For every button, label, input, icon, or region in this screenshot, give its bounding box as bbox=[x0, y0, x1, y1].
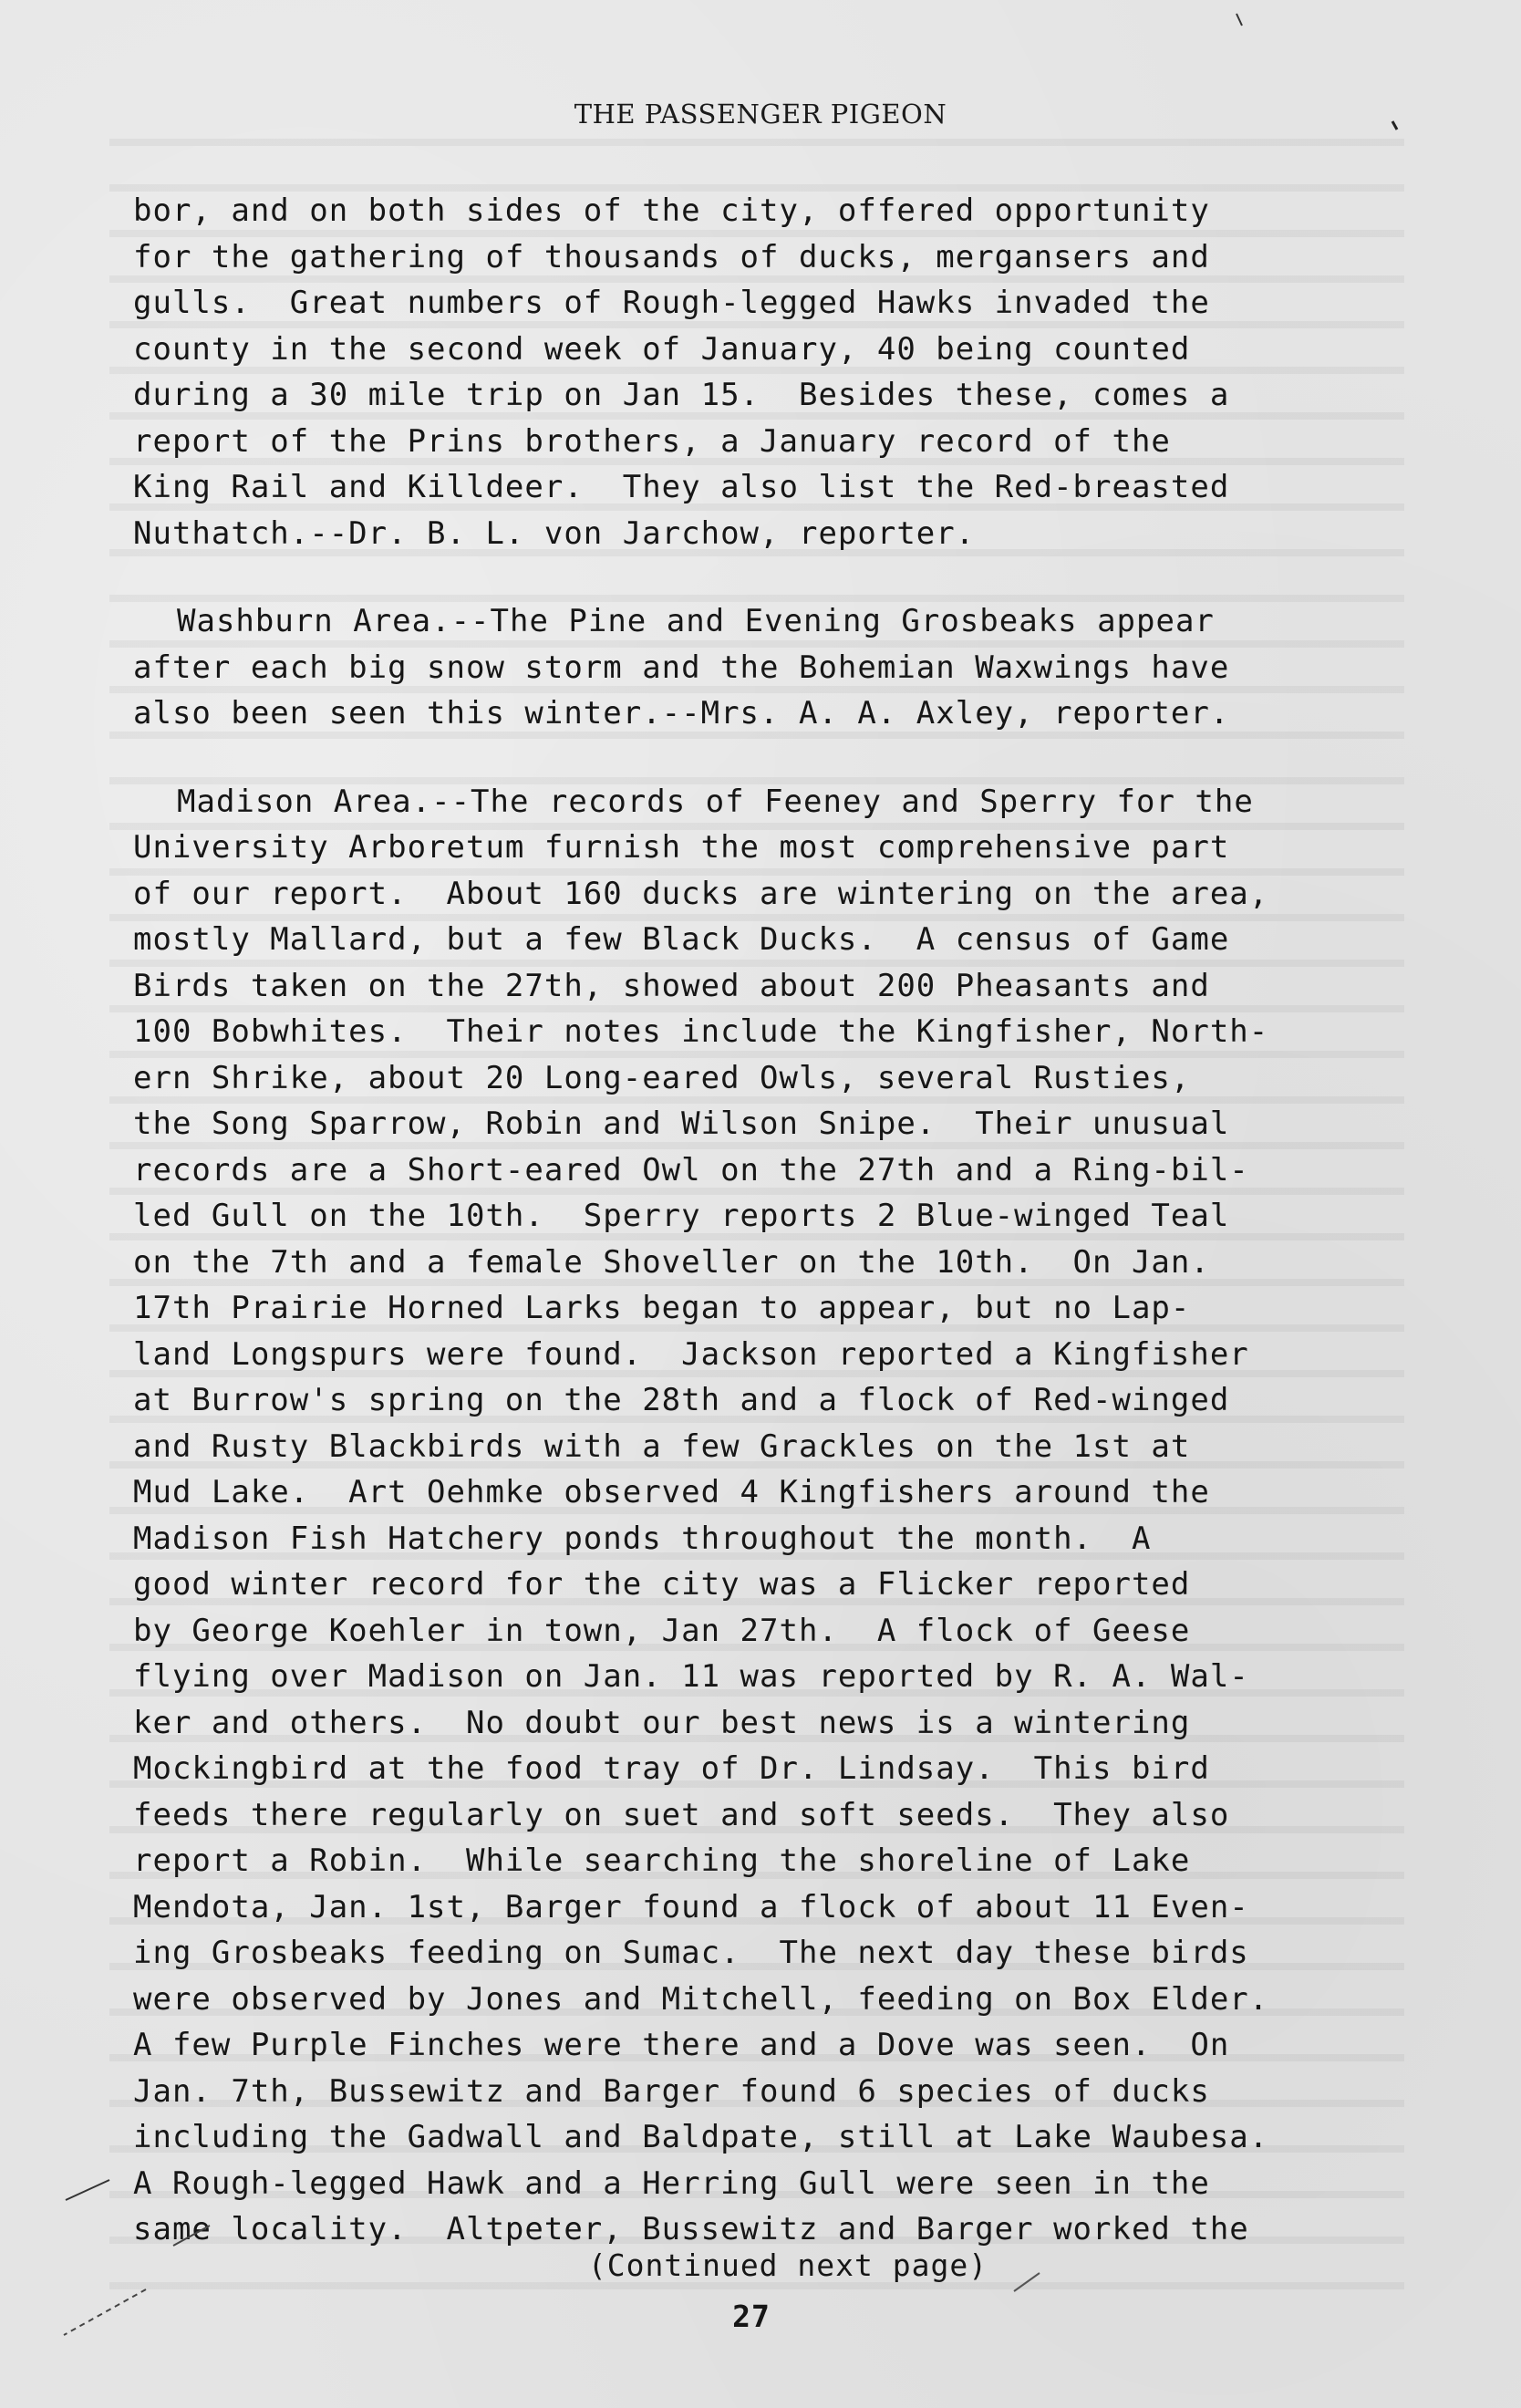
text-line: bor, and on both sides of the city, offered opportunity bbox=[133, 192, 1210, 229]
paragraph-washburn-area bbox=[133, 598, 1455, 737]
text-line: Birds taken on the 27th, showed about 200 Pheasants and bbox=[133, 967, 1210, 1004]
text-line: report of the Prins brothers, a January record of the bbox=[133, 422, 1171, 460]
text-line: and Rusty Blackbirds with a few Grackles on the 1st at bbox=[133, 1427, 1191, 1465]
text-line: of our report. About 160 ducks are wintering on the area, bbox=[133, 875, 1269, 912]
text-line: ker and others. No doubt our best news is a wintering bbox=[133, 1704, 1191, 1741]
text-line: report a Robin. While searching the shoreline of Lake bbox=[133, 1842, 1191, 1879]
text-line: for the gathering of thousands of ducks, mergansers and bbox=[133, 238, 1210, 275]
text-line: county in the second week of January, 40 being counted bbox=[133, 330, 1191, 368]
text-line: were observed by Jones and Mitchell, feeding on Box Elder. bbox=[133, 1980, 1269, 2018]
paragraph-gap bbox=[133, 556, 1455, 598]
pencil-stroke bbox=[1236, 14, 1242, 26]
text-line: records are a Short-eared Owl on the 27th and a Ring-bil- bbox=[133, 1151, 1249, 1188]
text-line: after each big snow storm and the Bohemian Waxwings have bbox=[133, 649, 1230, 686]
text-line: 17th Prairie Horned Larks began to appear, but no Lap- bbox=[133, 1290, 1191, 1326]
body-text bbox=[133, 188, 1455, 2253]
text-line: flying over Madison on Jan. 11 was reported by R. A. Wal- bbox=[133, 1658, 1249, 1695]
text-line: A Rough-legged Hawk and a Herring Gull were seen in the bbox=[133, 2164, 1210, 2202]
text-line: University Arboretum furnish the most comprehensive part bbox=[133, 829, 1230, 866]
text-line: the Song Sparrow, Robin and Wilson Snipe. Their unusual bbox=[133, 1105, 1230, 1142]
text-line: during a 30 mile trip on Jan 15. Besides these, comes a bbox=[133, 377, 1230, 413]
text-line: ern Shrike, about 20 Long-eared Owls, several Rusties, bbox=[133, 1059, 1191, 1096]
text-line: ing Grosbeaks feeding on Sumac. The next day these birds bbox=[133, 1935, 1249, 1971]
text-line: also been seen this winter.--Mrs. A. A. Axley, reporter. bbox=[133, 695, 1230, 732]
text-line: Mud Lake. Art Oehmke observed 4 Kingfishers around the bbox=[133, 1474, 1210, 1510]
paragraph-milwaukee-continued bbox=[133, 188, 1455, 556]
text-line: land Longspurs were found. Jackson reported a Kingfisher bbox=[133, 1335, 1249, 1373]
text-line: Madison Area.--The records of Feeney and Sperry for the bbox=[177, 783, 1254, 820]
text-line: including the Gadwall and Baldpate, still at Lake Waubesa. bbox=[133, 2119, 1269, 2155]
text-line: Jan. 7th, Bussewitz and Barger found 6 species of ducks bbox=[133, 2072, 1210, 2110]
text-line: Mendota, Jan. 1st, Barger found a flock of about 11 Even- bbox=[133, 1888, 1249, 1925]
text-line: Madison Fish Hatchery ponds throughout the month. A bbox=[133, 1520, 1152, 1557]
text-line: feeds there regularly on suet and soft seeds. They also bbox=[133, 1796, 1230, 1833]
pencil-stroke bbox=[66, 2180, 109, 2200]
text-line: mostly Mallard, but a few Black Ducks. A census of Game bbox=[133, 921, 1230, 958]
text-line: 100 Bobwhites. Their notes include the Kingfisher, North- bbox=[133, 1013, 1269, 1050]
text-line: on the 7th and a female Shoveller on the 10th. On Jan. bbox=[133, 1243, 1210, 1281]
text-line: at Burrow's spring on the 28th and a flock of Red-winged bbox=[133, 1382, 1230, 1418]
text-line: gulls. Great numbers of Rough-legged Hawks invaded the bbox=[133, 285, 1210, 321]
page-header: THE PASSENGER PIGEON bbox=[574, 99, 947, 130]
paragraph-madison-area bbox=[133, 779, 1455, 2253]
text-line: A few Purple Finches were there and a Dove was seen. On bbox=[133, 2027, 1230, 2063]
text-line: Mockingbird at the food tray of Dr. Lindsay. This bird bbox=[133, 1750, 1210, 1787]
page-number: 27 bbox=[732, 2299, 771, 2334]
paragraph-gap bbox=[133, 737, 1455, 779]
text-line: same locality. Altpeter, Bussewitz and Barger worked the bbox=[133, 2211, 1249, 2247]
text-line: Nuthatch.--Dr. B. L. von Jarchow, reporter. bbox=[133, 514, 976, 552]
continued-note: (Continued next page) bbox=[587, 2247, 988, 2283]
text-line: led Gull on the 10th. Sperry reports 2 Blue-winged Teal bbox=[133, 1198, 1230, 1234]
text-line: King Rail and Killdeer. They also list the Red-breasted bbox=[133, 469, 1230, 505]
text-line: by George Koehler in town, Jan 27th. A flock of Geese bbox=[133, 1612, 1191, 1649]
text-line: good winter record for the city was a Flicker reported bbox=[133, 1566, 1191, 1603]
text-line: Washburn Area.--The Pine and Evening Grosbeaks appear bbox=[177, 603, 1215, 639]
